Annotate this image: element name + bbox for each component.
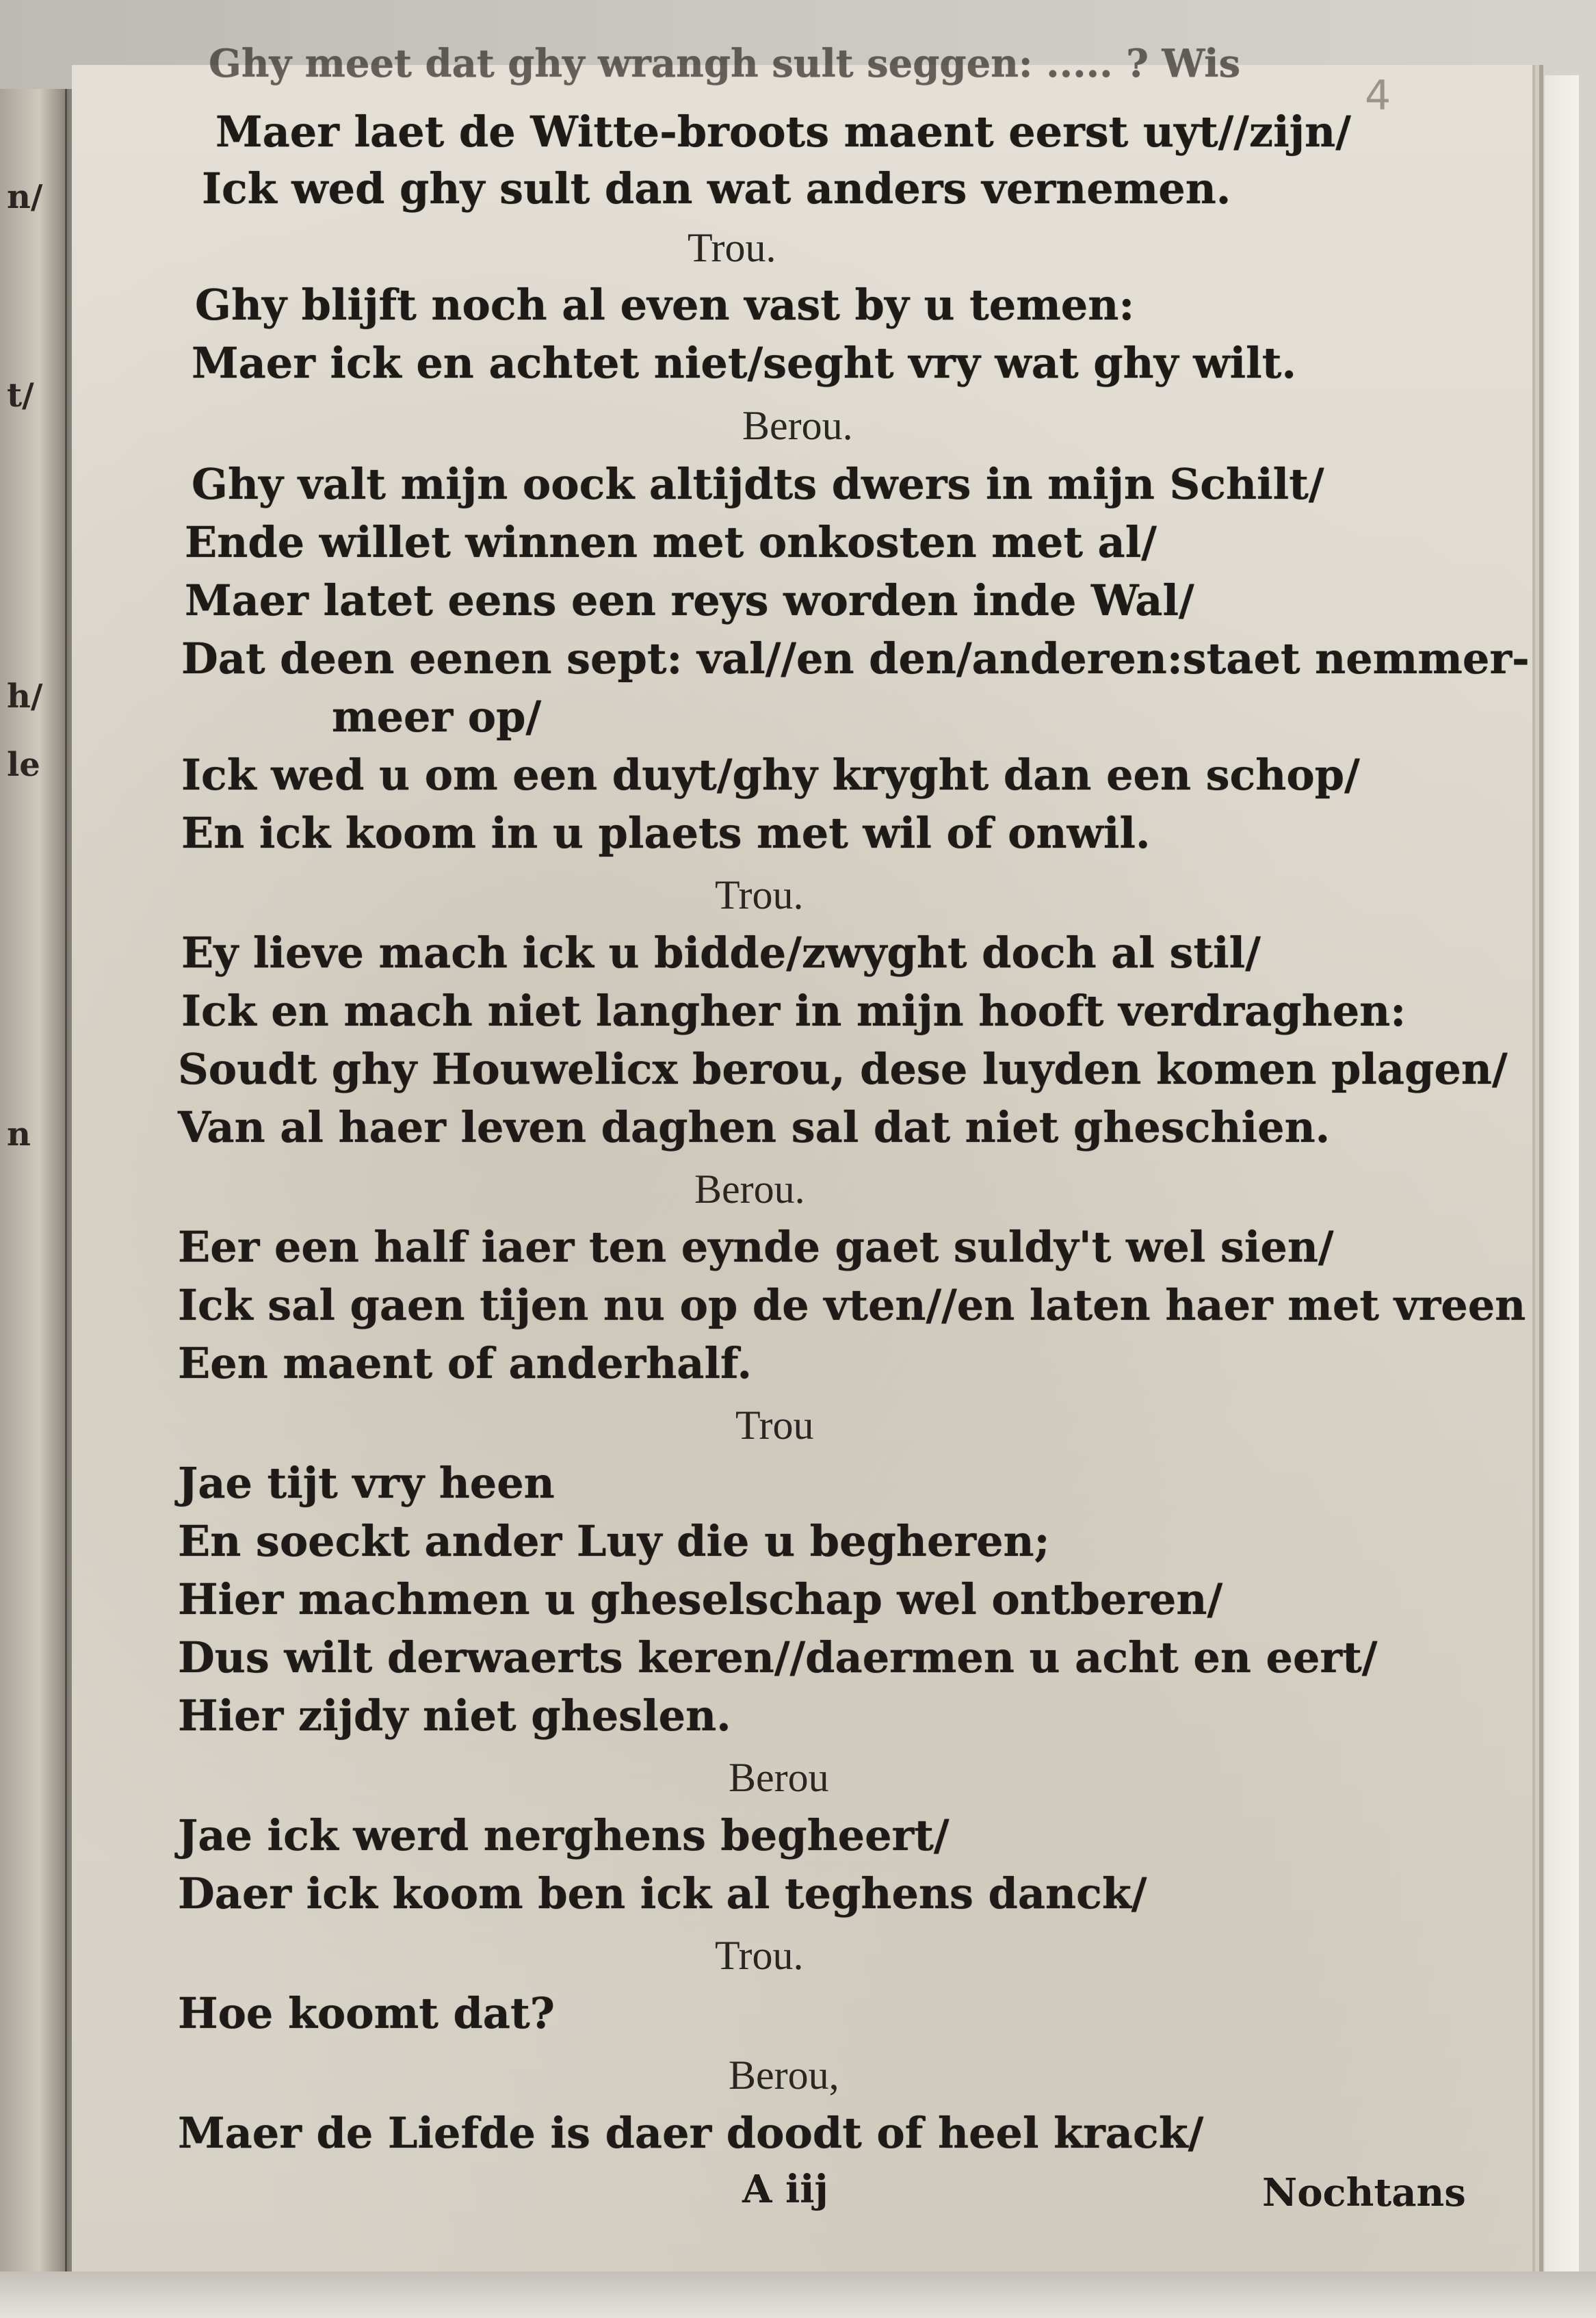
speaker-label: Trou.: [715, 1933, 804, 1978]
verse-line: Ghy valt mijn oock altijdts dwers in mijn Schilt/: [192, 459, 1324, 509]
page-block-edge: [1545, 75, 1579, 2278]
verse-line: Jae ick werd nerghens begheert/: [178, 1810, 950, 1860]
facing-page-edge: [0, 89, 67, 2278]
verse-line: Ick wed u om een duyt/ghy kryght dan een schop/: [181, 750, 1360, 800]
speaker-label: Trou: [735, 1403, 814, 1448]
table-surface: [0, 2271, 1596, 2318]
signature-mark: A iij: [742, 2167, 828, 2212]
facing-page-fragment: n/: [7, 178, 43, 216]
book-page: [72, 41, 1532, 2278]
cut-off-top-line: Ghy meet dat ghy wrangh sult seggen: ..... ? Wis: [209, 41, 1241, 86]
facing-page-fragment: le: [7, 746, 40, 784]
verse-line: Hier zijdy niet gheslen.: [178, 1691, 731, 1741]
verse-line: Ick wed ghy sult dan wat anders vernemen.: [202, 164, 1231, 213]
verse-line: Ende willet winnen met onkosten met al/: [185, 517, 1157, 567]
facing-page-fragment: n: [7, 1115, 31, 1154]
facing-page-fragment: h/: [7, 677, 43, 716]
verse-line: Maer laet de Witte-broots maent eerst uyt//zijn/: [215, 107, 1351, 157]
speaker-label: Berou,: [729, 2053, 839, 2098]
speaker-label: Trou.: [688, 225, 776, 270]
verse-line: Dus wilt derwaerts keren//daermen u acht en eert/: [178, 1632, 1378, 1682]
verse-line: Maer latet eens een reys worden inde Wal/: [185, 575, 1194, 625]
verse-line: Dat deen eenen sept: val//en den/anderen:staet nemmer-: [181, 634, 1530, 683]
verse-line-continuation: meer op/: [332, 692, 542, 742]
verse-line: Eer een half iaer ten eynde gaet suldy't wel sien/: [178, 1222, 1334, 1272]
speaker-label: Trou.: [715, 872, 804, 917]
speaker-label: Berou.: [742, 403, 853, 448]
catchword: Nochtans: [1262, 2170, 1466, 2215]
speaker-label: Berou: [729, 1755, 829, 1800]
verse-line: Ick sal gaen tijen nu op de vten//en laten haer met vreen: [178, 1280, 1526, 1330]
verse-line: Ick en mach niet langher in mijn hooft verdraghen:: [181, 986, 1407, 1036]
verse-line: Daer ick koom ben ick al teghens danck/: [178, 1868, 1147, 1918]
verse-line: En ick koom in u plaets met wil of onwil.: [181, 808, 1151, 858]
verse-line: Hier machmen u gheselschap wel ontberen/: [178, 1574, 1223, 1624]
speaker-label: Berou.: [694, 1167, 805, 1212]
facing-page-fragment: t/: [7, 376, 34, 415]
verse-line: Hoe koomt dat?: [178, 1988, 555, 2038]
verse-line: Soudt ghy Houwelicx berou, dese luyden komen plagen/: [178, 1044, 1508, 1094]
verse-line: Ghy blijft noch al even vast by u temen:: [195, 280, 1135, 330]
verse-line: Van al haer leven daghen sal dat niet gheschien.: [178, 1102, 1331, 1152]
verse-line: Een maent of anderhalf.: [178, 1338, 753, 1388]
pencil-page-number: 4: [1365, 72, 1391, 120]
verse-line: Maer de Liefde is daer doodt of heel krack/: [178, 2108, 1204, 2158]
verse-line: Ey lieve mach ick u bidde/zwyght doch al stil/: [181, 928, 1261, 978]
verse-line: En soeckt ander Luy die u begheren;: [178, 1516, 1050, 1566]
verse-line: Maer ick en achtet niet/seght vry wat ghy wilt.: [192, 338, 1296, 388]
verse-line: Jae tijt vry heen: [178, 1458, 555, 1508]
